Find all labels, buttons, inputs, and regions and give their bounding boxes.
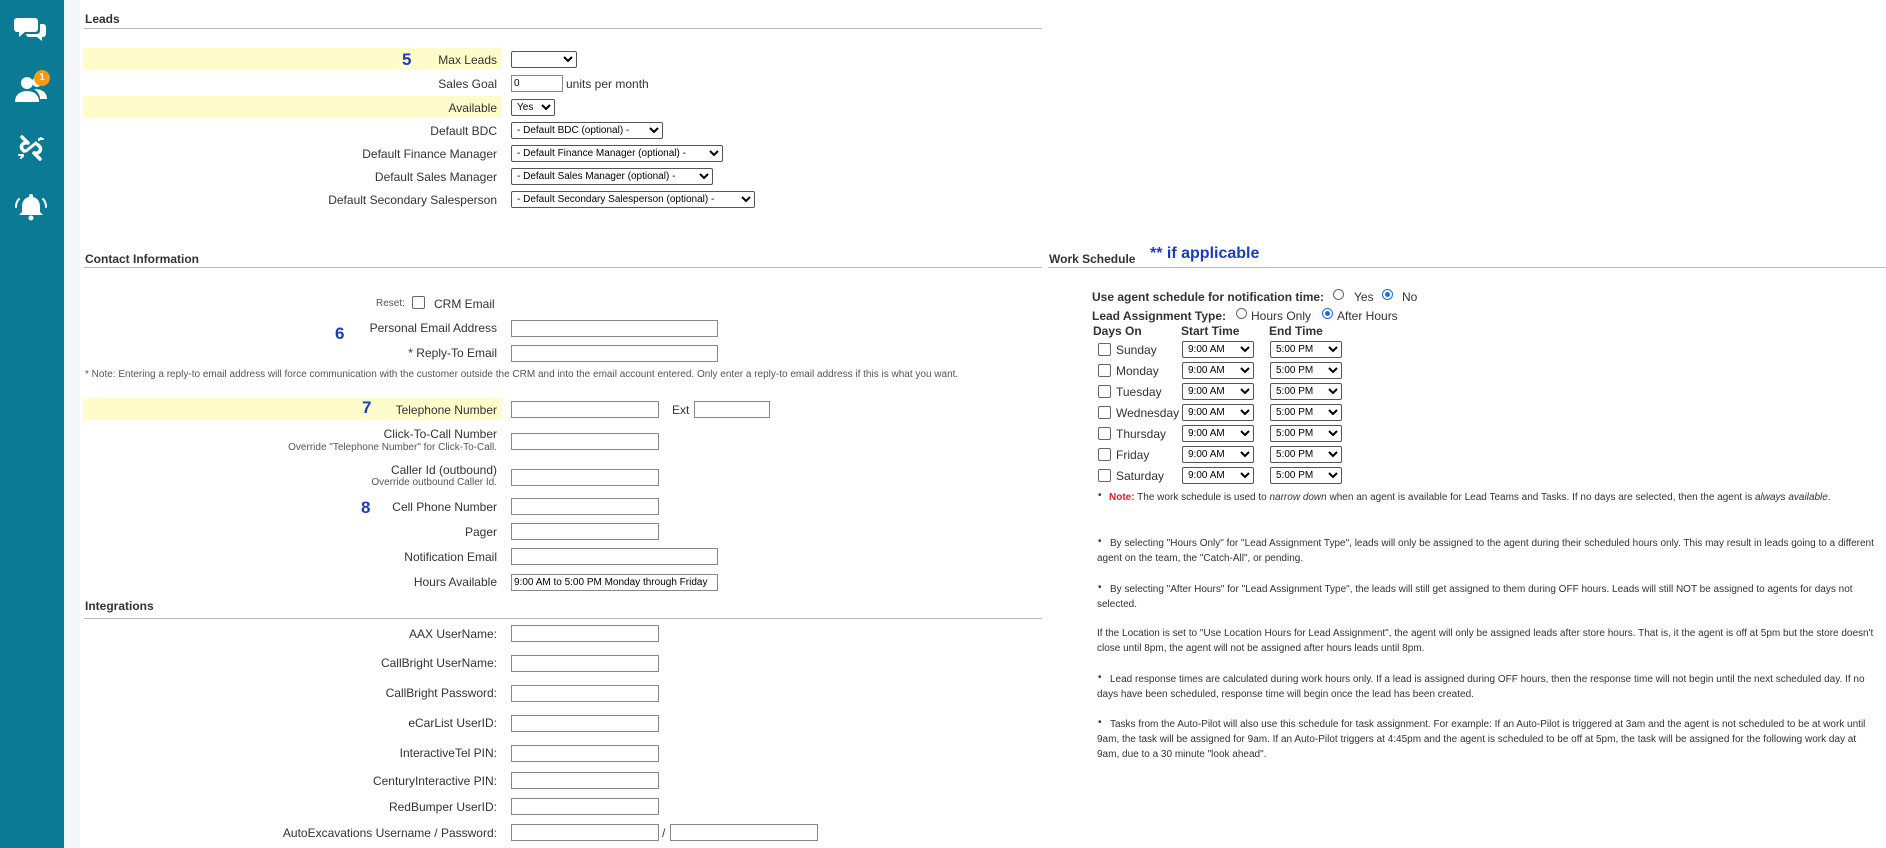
saturday-checkbox[interactable] xyxy=(1098,469,1111,482)
note3-bullet: • xyxy=(1098,582,1102,593)
click-to-call-input[interactable] xyxy=(511,433,659,450)
contact-divider xyxy=(84,267,1042,268)
hours-only-label: Hours Only xyxy=(1251,309,1312,323)
telephone-input[interactable] xyxy=(511,401,659,418)
click-to-call-label: Click-To-Call Number xyxy=(383,427,497,441)
hours-only-radio[interactable] xyxy=(1236,308,1247,319)
integrations-icon[interactable] xyxy=(14,133,48,163)
click-to-call-sub: Override "Telephone Number" for Click-To-Call. xyxy=(288,442,497,453)
default-sales-label: Default Sales Manager xyxy=(374,170,497,184)
tuesday-label: Tuesday xyxy=(1116,385,1162,399)
monday-end-select[interactable] xyxy=(1270,362,1342,379)
note5: Lead response times are calculated during work hours only. If a lead is assigned during OFF hours, then the response time will not begin until the next scheduled day. If no days have been scheduled, response time will begin once the lead has been created. xyxy=(1097,674,1865,700)
reset-label: Reset: xyxy=(376,298,405,309)
personal-email-label: Personal Email Address xyxy=(369,321,497,335)
note2: By selecting "Hours Only" for "Lead Assignment Type", leads will only be assigned to the agent during their scheduled hours only. This may result in leads going to a different agent on the team, the "Catch-All", or pending. xyxy=(1097,538,1874,564)
default-secondary-label: Default Secondary Salesperson xyxy=(328,193,497,207)
ext-input[interactable] xyxy=(694,401,770,418)
reply-to-email-label: * Reply-To Email xyxy=(408,346,497,360)
leads-section-title: Leads xyxy=(85,12,120,26)
note1-bullet: • xyxy=(1098,490,1102,501)
sales-goal-label: Sales Goal xyxy=(438,77,497,91)
after-hours-radio[interactable] xyxy=(1322,308,1333,319)
use-agent-no-label: No xyxy=(1402,290,1418,304)
end-time-header: End Time xyxy=(1269,324,1323,338)
available-label: Available xyxy=(448,101,497,115)
friday-end-select[interactable] xyxy=(1270,446,1342,463)
redbumper-userid-input[interactable] xyxy=(511,798,659,815)
crm-email-label: CRM Email xyxy=(434,297,495,311)
wednesday-start-select[interactable] xyxy=(1182,404,1254,421)
available-highlight xyxy=(83,96,502,118)
default-bdc-label: Default BDC xyxy=(430,124,497,138)
note1-text-a: The work schedule is used to xyxy=(1137,492,1267,503)
lead-assignment-type-label: Lead Assignment Type: xyxy=(1092,309,1227,323)
cell-phone-input[interactable] xyxy=(511,498,659,515)
main-content xyxy=(80,0,1886,848)
callbright-password-label: CallBright Password: xyxy=(385,686,497,700)
note1-text-c: when an agent is available for Lead Teams and Tasks. If no days are selected, then the agent is xyxy=(1329,492,1753,503)
tuesday-end-select[interactable] xyxy=(1270,383,1342,400)
max-leads-select[interactable] xyxy=(511,51,577,68)
monday-start-select[interactable] xyxy=(1182,362,1254,379)
wednesday-label: Wednesday xyxy=(1116,406,1180,420)
autoexcavations-username-input[interactable] xyxy=(511,824,659,841)
default-finance-label: Default Finance Manager xyxy=(362,147,497,161)
if-applicable-note: ** if applicable xyxy=(1150,245,1260,262)
chat-icon[interactable] xyxy=(14,14,48,44)
bell-icon[interactable] xyxy=(14,191,48,221)
reply-to-email-input[interactable] xyxy=(511,345,718,362)
hours-available-input[interactable] xyxy=(511,574,718,591)
personal-email-input[interactable] xyxy=(511,320,718,337)
sidebar xyxy=(0,0,64,848)
note2-bullet: • xyxy=(1098,536,1102,547)
saturday-label: Saturday xyxy=(1116,469,1165,483)
sunday-start-select[interactable] xyxy=(1182,341,1254,358)
default-finance-select[interactable] xyxy=(511,145,723,162)
schedule-divider xyxy=(1048,267,1886,268)
interactivetel-pin-label: InteractiveTel PIN: xyxy=(399,746,497,760)
callbright-username-label: CallBright UserName: xyxy=(380,656,497,670)
use-agent-yes-radio[interactable] xyxy=(1333,289,1344,300)
sales-goal-suffix: units per month xyxy=(566,77,649,91)
use-agent-schedule-label: Use agent schedule for notification time: xyxy=(1092,290,1325,304)
work-schedule-title: Work Schedule xyxy=(1049,252,1136,266)
default-bdc-select[interactable] xyxy=(511,122,663,139)
contact-section-title: Contact Information xyxy=(85,252,199,266)
sunday-checkbox[interactable] xyxy=(1098,343,1111,356)
notification-badge: 1 xyxy=(34,70,50,86)
wednesday-end-select[interactable] xyxy=(1270,404,1342,421)
use-agent-no-radio[interactable] xyxy=(1382,289,1393,300)
notification-email-label: Notification Email xyxy=(404,550,497,564)
max-leads-label: Max Leads xyxy=(438,53,497,67)
friday-checkbox[interactable] xyxy=(1098,448,1111,461)
sunday-label: Sunday xyxy=(1116,343,1157,357)
ecarlist-userid-label: eCarList UserID: xyxy=(408,716,497,730)
ext-label: Ext xyxy=(672,403,690,417)
autoexcavations-password-input[interactable] xyxy=(670,824,818,841)
thursday-end-select[interactable] xyxy=(1270,425,1342,442)
thursday-start-select[interactable] xyxy=(1182,425,1254,442)
available-select[interactable] xyxy=(511,99,555,116)
note5-bullet: • xyxy=(1098,672,1102,683)
callbright-password-input[interactable] xyxy=(511,685,659,702)
saturday-start-select[interactable] xyxy=(1182,467,1254,484)
note1-text-b: narrow down xyxy=(1269,492,1327,503)
ecarlist-userid-input[interactable] xyxy=(511,715,659,732)
note-label: Note: xyxy=(1109,492,1135,503)
interactivetel-pin-input[interactable] xyxy=(511,745,659,762)
integrations-divider xyxy=(84,618,1042,619)
autoexcavations-slash: / xyxy=(662,826,666,840)
cell-phone-label: Cell Phone Number xyxy=(392,500,497,514)
note3: By selecting "After Hours" for "Lead Assignment Type", the leads will still get assigned to them during OFF hours. Leads will still NOT be assigned to agents for days not selected. xyxy=(1097,584,1853,610)
reset-checkbox[interactable] xyxy=(412,296,425,309)
after-hours-label: After Hours xyxy=(1337,309,1398,323)
aax-username-input[interactable] xyxy=(511,625,659,642)
gutter xyxy=(64,0,80,848)
redbumper-userid-label: RedBumper UserID: xyxy=(388,800,497,814)
default-sales-select[interactable] xyxy=(511,168,713,185)
caller-id-label: Caller Id (outbound) xyxy=(390,463,497,477)
use-agent-yes-label: Yes xyxy=(1354,290,1374,304)
saturday-end-select[interactable] xyxy=(1270,467,1342,484)
callbright-username-input[interactable] xyxy=(511,655,659,672)
tuesday-checkbox[interactable] xyxy=(1098,385,1111,398)
hours-available-label: Hours Available xyxy=(413,575,497,589)
leads-divider xyxy=(84,28,1042,29)
days-on-header: Days On xyxy=(1093,324,1142,338)
tuesday-start-select[interactable] xyxy=(1182,383,1254,400)
sunday-end-select[interactable] xyxy=(1270,341,1342,358)
friday-start-select[interactable] xyxy=(1182,446,1254,463)
step-marker-5: 5 xyxy=(402,50,412,69)
reply-to-note: * Note: Entering a reply-to email address will force communication with the customer outside the CRM and into the email account entered. Only enter a reply-to email address if this is what you want. xyxy=(85,369,959,380)
thursday-checkbox[interactable] xyxy=(1098,427,1111,440)
pager-input[interactable] xyxy=(511,523,659,540)
aax-username-label: AAX UserName: xyxy=(408,627,497,641)
note4: If the Location is set to "Use Location Hours for Lead Assignment", the agent will only be assigned leads after store hours. That is, it the agent is off at 5pm but the store doesn't close until 8pm, the agent will not be assigned after hours leads until 8pm. xyxy=(1097,628,1874,654)
default-secondary-select[interactable] xyxy=(511,191,755,208)
centuryinteractive-pin-input[interactable] xyxy=(511,772,659,789)
note6: Tasks from the Auto-Pilot will also use this schedule for task assignment. For example: If an Auto-Pilot is triggered at 3am and the agent is not scheduled to be at work until 9am, the task will be assigned for 9am. If an Auto-Pilot triggers at 4:45pm and the agent is scheduled to be off at 5pm, the task will be assigned for the following work day at 9am, due to a 30 minute "look ahead". xyxy=(1097,719,1866,760)
sales-goal-input[interactable] xyxy=(511,75,563,92)
caller-id-input[interactable] xyxy=(511,469,659,486)
caller-id-sub: Override outbound Caller Id. xyxy=(371,477,497,488)
friday-label: Friday xyxy=(1116,448,1150,462)
note6-bullet: • xyxy=(1098,717,1102,728)
monday-label: Monday xyxy=(1116,364,1159,378)
start-time-header: Start Time xyxy=(1181,324,1240,338)
note1-text-d: always available xyxy=(1754,492,1828,503)
monday-checkbox[interactable] xyxy=(1098,364,1111,377)
integrations-section-title: Integrations xyxy=(85,599,154,613)
step-marker-8: 8 xyxy=(361,498,371,517)
step-marker-6: 6 xyxy=(335,324,345,343)
notification-email-input[interactable] xyxy=(511,548,718,565)
centuryinteractive-pin-label: CenturyInteractive PIN: xyxy=(372,774,497,788)
pager-label: Pager xyxy=(464,525,497,539)
step-marker-7: 7 xyxy=(362,398,372,417)
wednesday-checkbox[interactable] xyxy=(1098,406,1111,419)
telephone-label: Telephone Number xyxy=(395,403,497,417)
autoexcavations-label: AutoExcavations Username / Password: xyxy=(282,826,497,840)
thursday-label: Thursday xyxy=(1116,427,1167,441)
note1: Note: The work schedule is used to narrow down when an agent is available for Lead Teams and Tasks. If no days are selected, then the agent is always available. xyxy=(1109,492,1831,503)
